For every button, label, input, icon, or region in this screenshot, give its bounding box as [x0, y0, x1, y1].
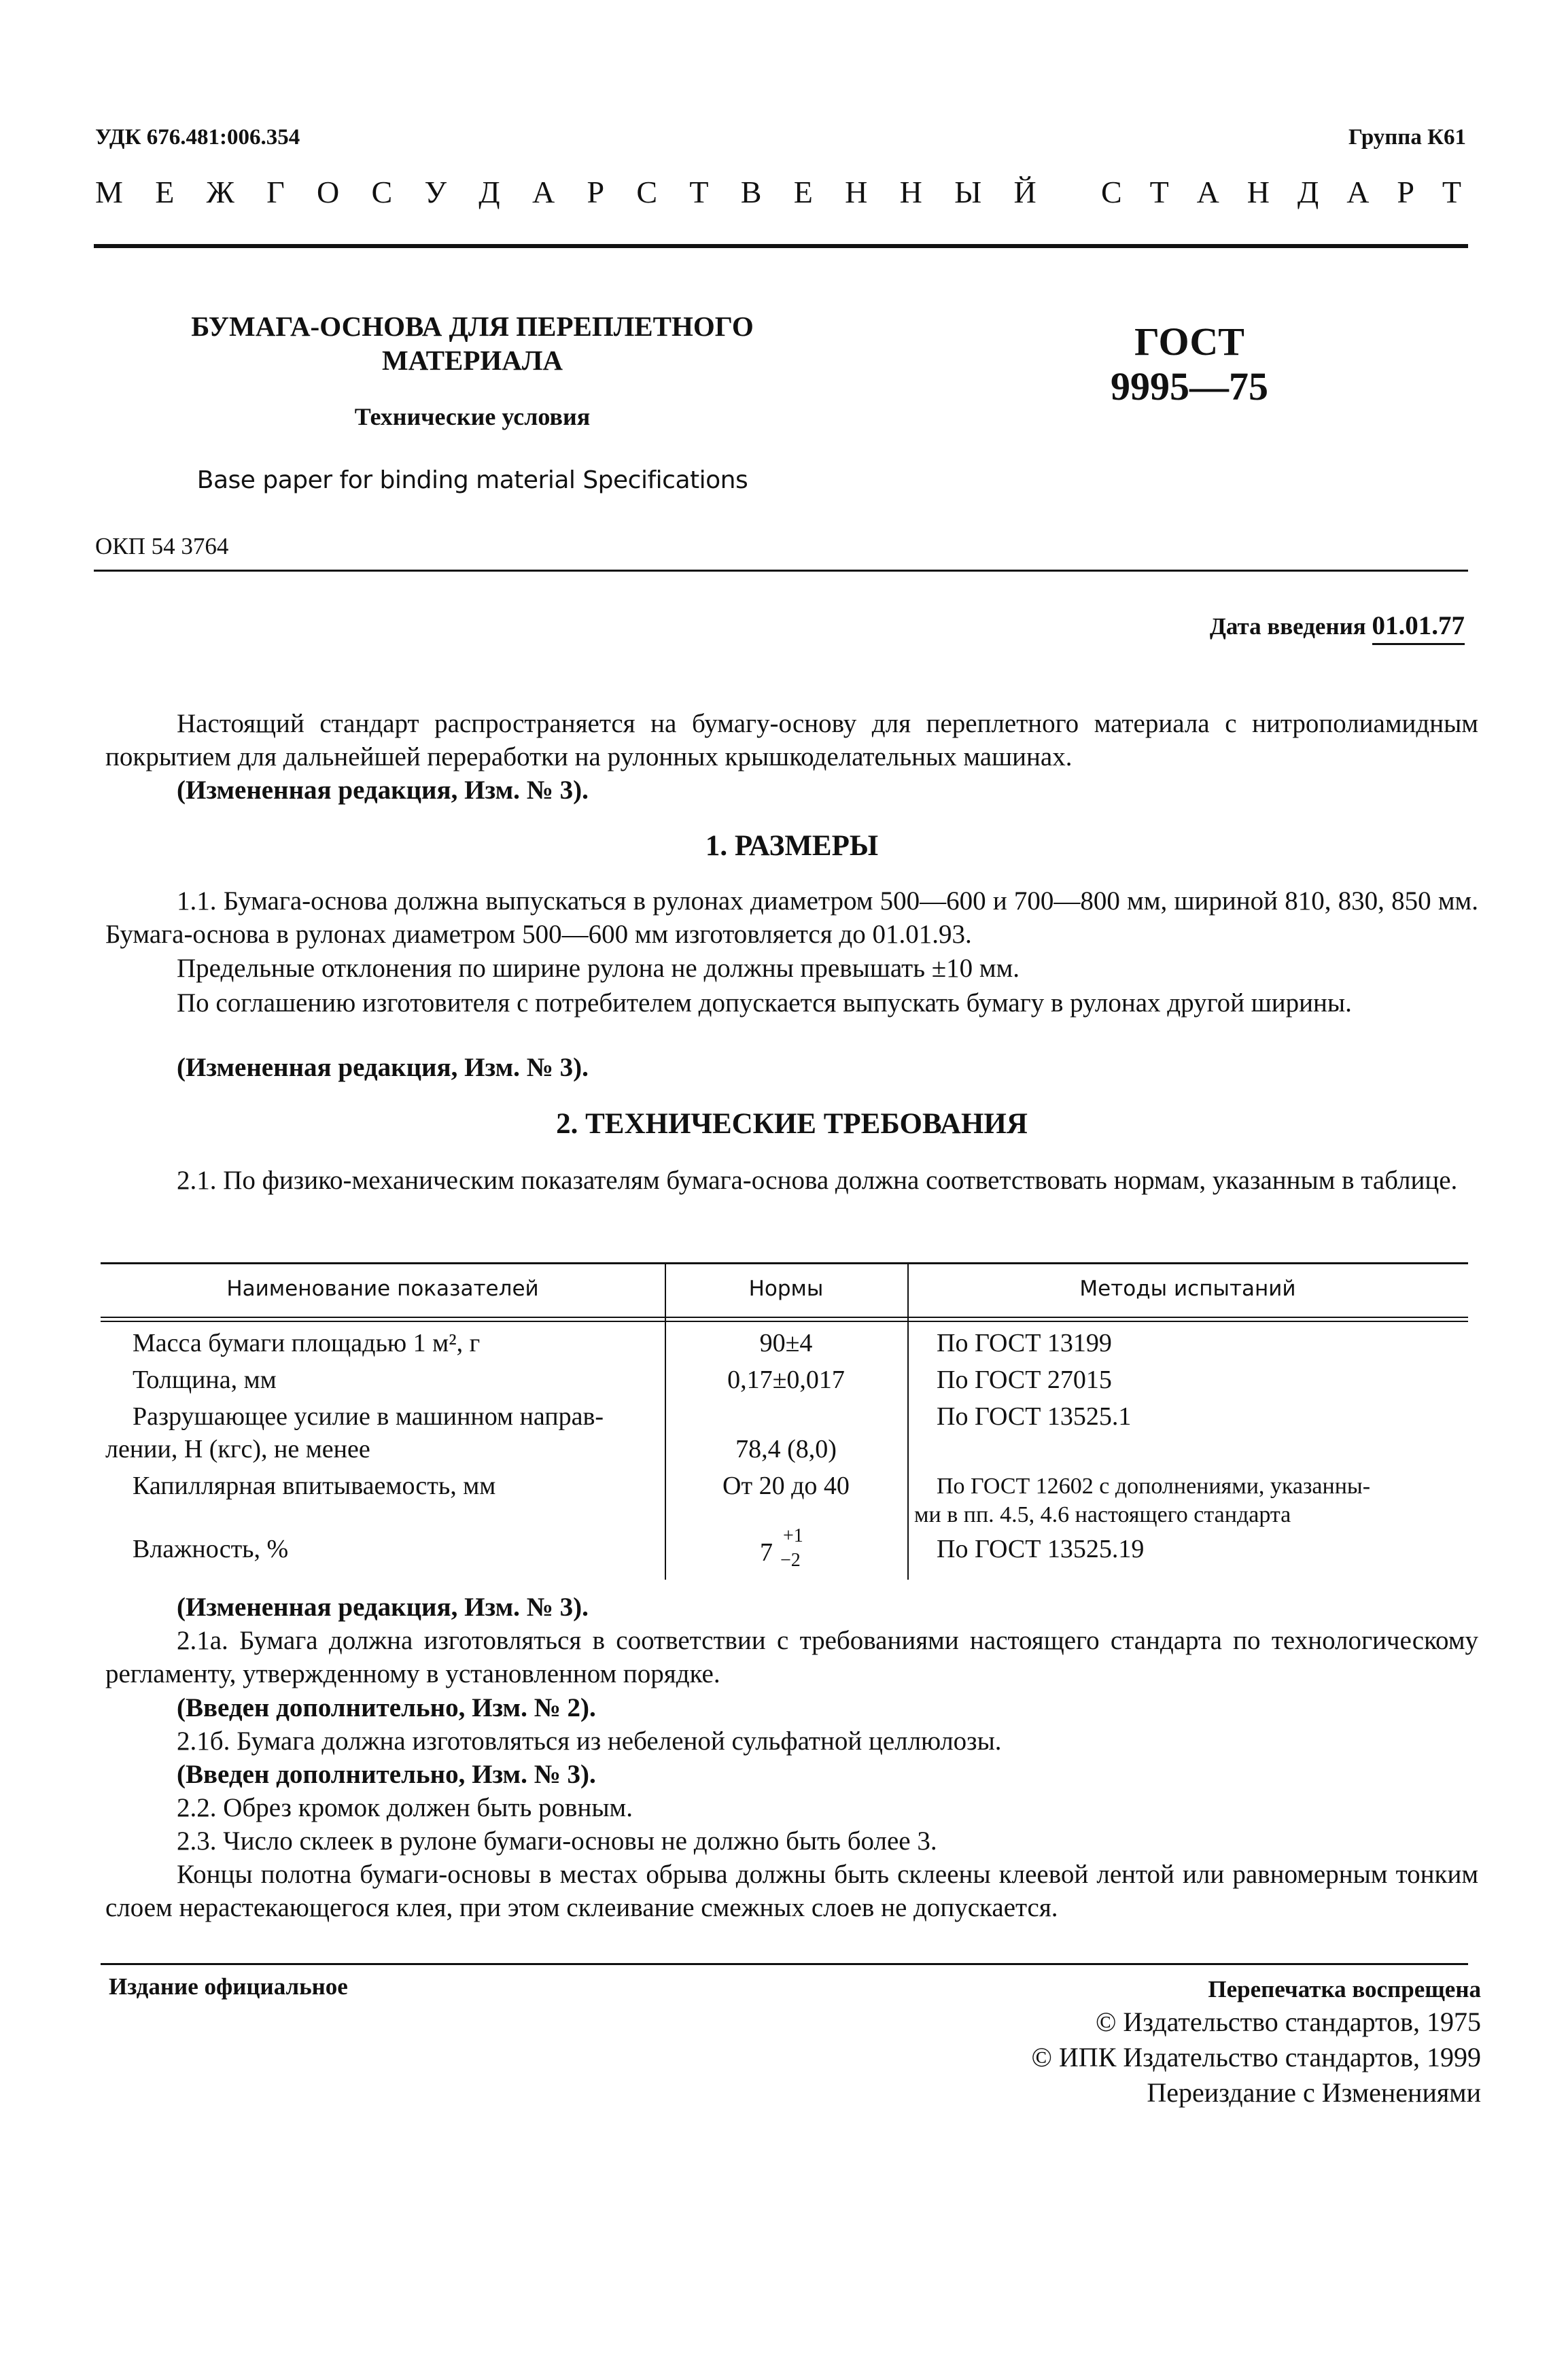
paragraph-2-3b: Концы полотна бумаги-основы в местах обрыва должны быть склеены клеевой лентой или равномерным тонким слоем нерастекающегося клея, при этом склеивание смежных слоев не допускается.	[105, 1860, 1478, 1922]
banner-letter: М	[95, 175, 123, 209]
intro-paragraph: Настоящий стандарт распространяется на бумагу-основу для переплетного материала с нитрополиамидным покрытием для дальнейшей переработки на рулонных крышкоделательных машинах.	[105, 709, 1478, 771]
title-line-1: БУМАГА-ОСНОВА ДЛЯ ПЕРЕПЛЕТНОГО	[191, 311, 754, 342]
banner-letter: Т	[689, 175, 709, 209]
banner-letter: Г	[266, 175, 285, 209]
banner-letter: Д	[478, 175, 500, 209]
table-change-note: (Измененная редакция, Изм. № 3).	[177, 1593, 589, 1622]
section-1-change-note: (Измененная редакция, Изм. № 3).	[177, 1053, 589, 1082]
table-cell-name: Разрушающее усилие в машинном направ-	[133, 1402, 604, 1431]
banner-letter: Ы	[954, 175, 982, 209]
paragraph-2-1a: 2.1а. Бумага должна изготовляться в соответствии с требованиями настоящего стандарта по технологическому регламенту, утвержденному в установленном порядке.	[105, 1626, 1478, 1688]
table-column-divider	[665, 1264, 666, 1580]
banner-letter: А	[1196, 175, 1219, 209]
official-edition: Издание официальное	[109, 1973, 348, 2000]
banner-letter: Й	[1013, 175, 1036, 209]
table-cell-method: По ГОСТ 12602 с дополнениями, указанны-	[937, 1474, 1371, 1499]
gost-label: ГОСТ	[1134, 319, 1244, 364]
table-cell-method: По ГОСТ 27015	[937, 1366, 1112, 1394]
table-column-divider	[907, 1264, 909, 1580]
section-1-heading: 1. РАЗМЕРЫ	[705, 830, 879, 862]
banner-right-word	[1101, 174, 1461, 210]
banner-letter: А	[1346, 175, 1370, 209]
table-cell-method: По ГОСТ 13525.1	[937, 1402, 1132, 1431]
paragraph-2-2: 2.2. Обрез кромок должен быть ровным.	[177, 1793, 633, 1822]
banner-letter: А	[532, 175, 555, 209]
banner-letter: С	[371, 175, 393, 209]
paragraph-2-3: 2.3. Число склеек в рулоне бумаги-основы не должно быть более 3.	[177, 1826, 937, 1856]
table-cell-name: Толщина, мм	[133, 1366, 277, 1394]
table-header-name: Наименование показателей	[226, 1277, 539, 1301]
table-cell-norm-plus: +1	[783, 1525, 803, 1546]
date-introduced	[1210, 610, 1465, 641]
banner-letter: Н	[845, 175, 868, 209]
intro-change-note: (Измененная редакция, Изм. № 3).	[177, 776, 589, 805]
banner-letter: У	[424, 175, 447, 209]
banner-letter: Е	[793, 175, 813, 209]
table-cell-name: Масса бумаги площадью 1 м², г	[133, 1329, 481, 1357]
table-cell-norm: 90±4	[759, 1329, 813, 1357]
table-header-methods: Методы испытаний	[1079, 1277, 1296, 1301]
banner-letter: С	[1101, 175, 1122, 209]
group-code: Группа К61	[1348, 125, 1466, 150]
table-cell-norm: 78,4 (8,0)	[735, 1435, 837, 1463]
title-english: Base paper for binding material Specifications	[196, 466, 748, 494]
banner-letter: С	[636, 175, 658, 209]
table-header-rule	[101, 1317, 1468, 1318]
copyright-1975: © Издательство стандартов, 1975	[1095, 2007, 1481, 2037]
date-label: Дата введения	[1209, 613, 1366, 640]
date-value: 01.01.77	[1372, 611, 1465, 645]
section-1-p2: Предельные отклонения по ширине рулона не должны превышать ±10 мм.	[177, 954, 1020, 983]
table-cell-name-cont: лении, Н (кгс), не менее	[105, 1435, 370, 1463]
title-line-2: МАТЕРИАЛА	[381, 345, 563, 376]
change-note-3: (Введен дополнительно, Изм. № 3).	[177, 1760, 596, 1789]
title-subtitle: Технические условия	[354, 403, 591, 430]
gost-number: 9995—75	[1111, 364, 1268, 409]
banner-letter: Д	[1297, 175, 1319, 209]
table-cell-method: По ГОСТ 13525.19	[937, 1535, 1145, 1563]
table-cell-norm: От 20 до 40	[722, 1472, 850, 1500]
standard-banner	[95, 174, 1461, 210]
table-cell-method: По ГОСТ 13199	[937, 1329, 1112, 1357]
banner-letter: Т	[1442, 175, 1461, 209]
table-cell-norm: 0,17±0,017	[727, 1366, 845, 1394]
section-2-heading: 2. ТЕХНИЧЕСКИЕ ТРЕБОВАНИЯ	[556, 1108, 1028, 1140]
banner-letter: Н	[899, 175, 922, 209]
banner-letter: Н	[1247, 175, 1270, 209]
banner-letter: Р	[587, 175, 605, 209]
table-cell-method-cont: ми в пп. 4.5, 4.6 настоящего стандарта	[914, 1502, 1291, 1527]
banner-letter: Е	[155, 175, 175, 209]
banner-rule	[94, 244, 1468, 248]
banner-left-word	[95, 174, 1036, 210]
okp-rule	[94, 570, 1468, 572]
table-cell-name: Влажность, %	[133, 1535, 289, 1563]
banner-letter: Р	[1397, 175, 1414, 209]
copyright-1999: © ИПК Издательство стандартов, 1999	[1031, 2042, 1481, 2072]
table-cell-name: Капиллярная впитываемость, мм	[133, 1472, 496, 1500]
table-header-rule-2	[101, 1321, 1468, 1322]
table-cell-norm-base: 7	[760, 1538, 773, 1567]
banner-letter: В	[740, 175, 762, 209]
table-cell-norm-minus: −2	[780, 1550, 801, 1571]
section-2-p1: 2.1. По физико-механическим показателям бумага-основа должна соответствовать нормам, указанным в таблице.	[177, 1166, 1458, 1195]
table-top-rule	[101, 1262, 1468, 1264]
footer-rule	[101, 1963, 1468, 1965]
section-1-p1: 1.1. Бумага-основа должна выпускаться в рулонах диаметром 500—600 и 700—800 мм, шириной 810, 830, 850 мм. Бумага-основа в рулонах диаметром 500—600 мм изготовляется до 01.01.93.	[105, 886, 1478, 949]
reissue-note: Переиздание с Изменениями	[1147, 2077, 1481, 2108]
banner-letter: Ж	[206, 175, 234, 209]
paragraph-2-1b: 2.1б. Бумага должна изготовляться из небеленой сульфатной целлюлозы.	[177, 1727, 1002, 1756]
banner-letter: Т	[1149, 175, 1169, 209]
reprint-prohibited: Перепечатка воспрещена	[1208, 1976, 1481, 2002]
table-header-norms: Нормы	[748, 1277, 824, 1301]
okp-code: ОКП 54 3764	[95, 533, 229, 559]
section-1-p3: По соглашению изготовителя с потребителем допускается выпускать бумагу в рулонах другой ширины.	[177, 988, 1352, 1018]
banner-letter: О	[316, 175, 340, 209]
change-note-2: (Введен дополнительно, Изм. № 2).	[177, 1693, 596, 1722]
udk-code: УДК 676.481:006.354	[95, 125, 300, 150]
